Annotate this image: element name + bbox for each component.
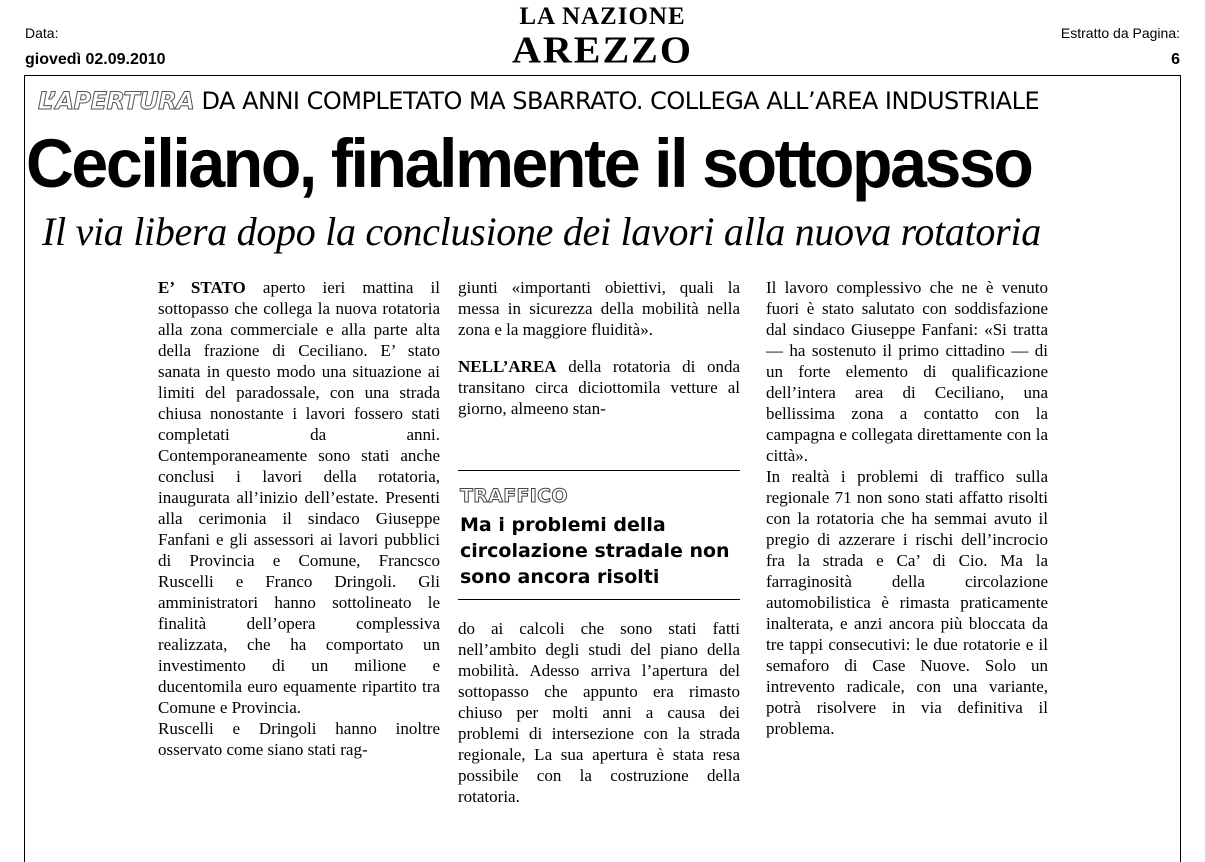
- date-value: giovedì 02.09.2010: [25, 51, 166, 68]
- article-column-1: [158, 277, 440, 760]
- col2-text-2: della rotatoria di onda transitano circa diciottomila vetture al giorno, almeeno stan-: [458, 357, 740, 418]
- col2-lead: NELL’AREA: [458, 357, 557, 376]
- box-title: Ma i problemi della circolazione stradale non sono ancora risolti: [460, 514, 730, 588]
- date-label: Data:: [25, 25, 59, 41]
- article-column-2-top: [458, 277, 740, 419]
- masthead-city: AREZZO: [512, 28, 693, 71]
- article-kicker: [38, 87, 1188, 115]
- masthead-title: LA NAZIONE: [519, 3, 686, 30]
- article-column-3: [766, 277, 1048, 739]
- col2-paragraph-2: [458, 356, 740, 419]
- col1-paragraph-2: Ruscelli e Dringoli hanno inoltre osservato come siano stati rag-: [158, 719, 440, 759]
- col3-paragraph-1: Il lavoro complessivo che ne è venuto fuori è stato salutato con soddisfazione dal sindaco Giuseppe Fanfani: «Si tratta — ha sostenuto il primo cittadino — di un forte elemento di qualificazione dell’intera area di Ceciliano, una bellissima zona a contatto con la campagna e collegata direttamente con la città».: [766, 278, 1048, 465]
- box-rule-top: [458, 470, 740, 471]
- col1-paragraph-1: [158, 277, 440, 718]
- page-label: Estratto da Pagina:: [1060, 25, 1180, 41]
- frame-right-rule: [1180, 75, 1181, 862]
- col2-paragraph-1: giunti «importanti obiettivi, quali la messa in sicurezza della mobilità nella zona e la maggiore fluidità».: [458, 278, 740, 339]
- kicker-text: DA ANNI COMPLETATO MA SBARRATO. COLLEGA ALL’AREA INDUSTRIALE: [201, 87, 1040, 115]
- article-column-2-bottom: [458, 618, 740, 807]
- col1-lead: E’ STATO: [158, 278, 246, 297]
- article-subhead: Il via libera dopo la conclusione dei lavori alla nuova rotatoria: [42, 209, 1041, 254]
- kicker-label: L’APERTURA: [38, 87, 195, 115]
- top-rule: [24, 75, 1181, 76]
- article-headline: Ceciliano, finalmente il sottopasso: [26, 125, 1032, 202]
- box-rule-bottom: [458, 599, 740, 600]
- col3-paragraph-2: In realtà i problemi di traffico sulla regionale 71 non sono stati affatto risolti con la rotatoria che ha semmai avuto il pregio di azzerare i rischi dell’incrocio fra la strada e Ca’ di Cio. Ma la farraginosità della circolazione automobilistica è rimasta praticamente inalterata, e anzi ancora più bloccata da tre tappi consecutivi: le due rotatorie e il semaforo di Case Nuove. Solo un intrevento radicale, con una variante, potrà risolvere in via definitiva il problema.: [766, 467, 1048, 738]
- page-number: 6: [1171, 51, 1180, 68]
- col1-text-1: aperto ieri mattina il sottopasso che collega la nuova rotatoria alla zona commerciale e alla parte alta della frazione di Ceciliano. E’ stato sanata in questo modo una situazione ai limiti del paradossale, con una strada chiusa nonostante i lavori fossero stati completati da anni. Contemporaneamente sono stati anche conclusi i lavori della rotatoria, inaugurata all’inizio dell’estate. Presenti alla cerimonia il sindaco Giuseppe Fanfani e gli assessori ai lavori pubblici di Provincia e Comune, Francsco Ruscelli e Franco Dringoli. Gli amministratori hanno sottolineato le finalità dell’opera complessiva realizzata, che ha comportato un investimento di un milione e ducentomila euro equamente ripartito tra Comune e Provincia.: [158, 278, 440, 717]
- frame-left-rule: [24, 75, 25, 862]
- box-kicker: TRAFFICO: [460, 485, 568, 507]
- col2-paragraph-3: do ai calcoli che sono stati fatti nell’ambito degli studi del piano della mobilità. Adesso arriva l’apertura del sottopasso che appunto era rimasto chiuso per molti anni a causa dei problemi di intersezione con la strada regionale, La sua apertura è stata resa possibile con la costruzione della rotatoria.: [458, 619, 740, 806]
